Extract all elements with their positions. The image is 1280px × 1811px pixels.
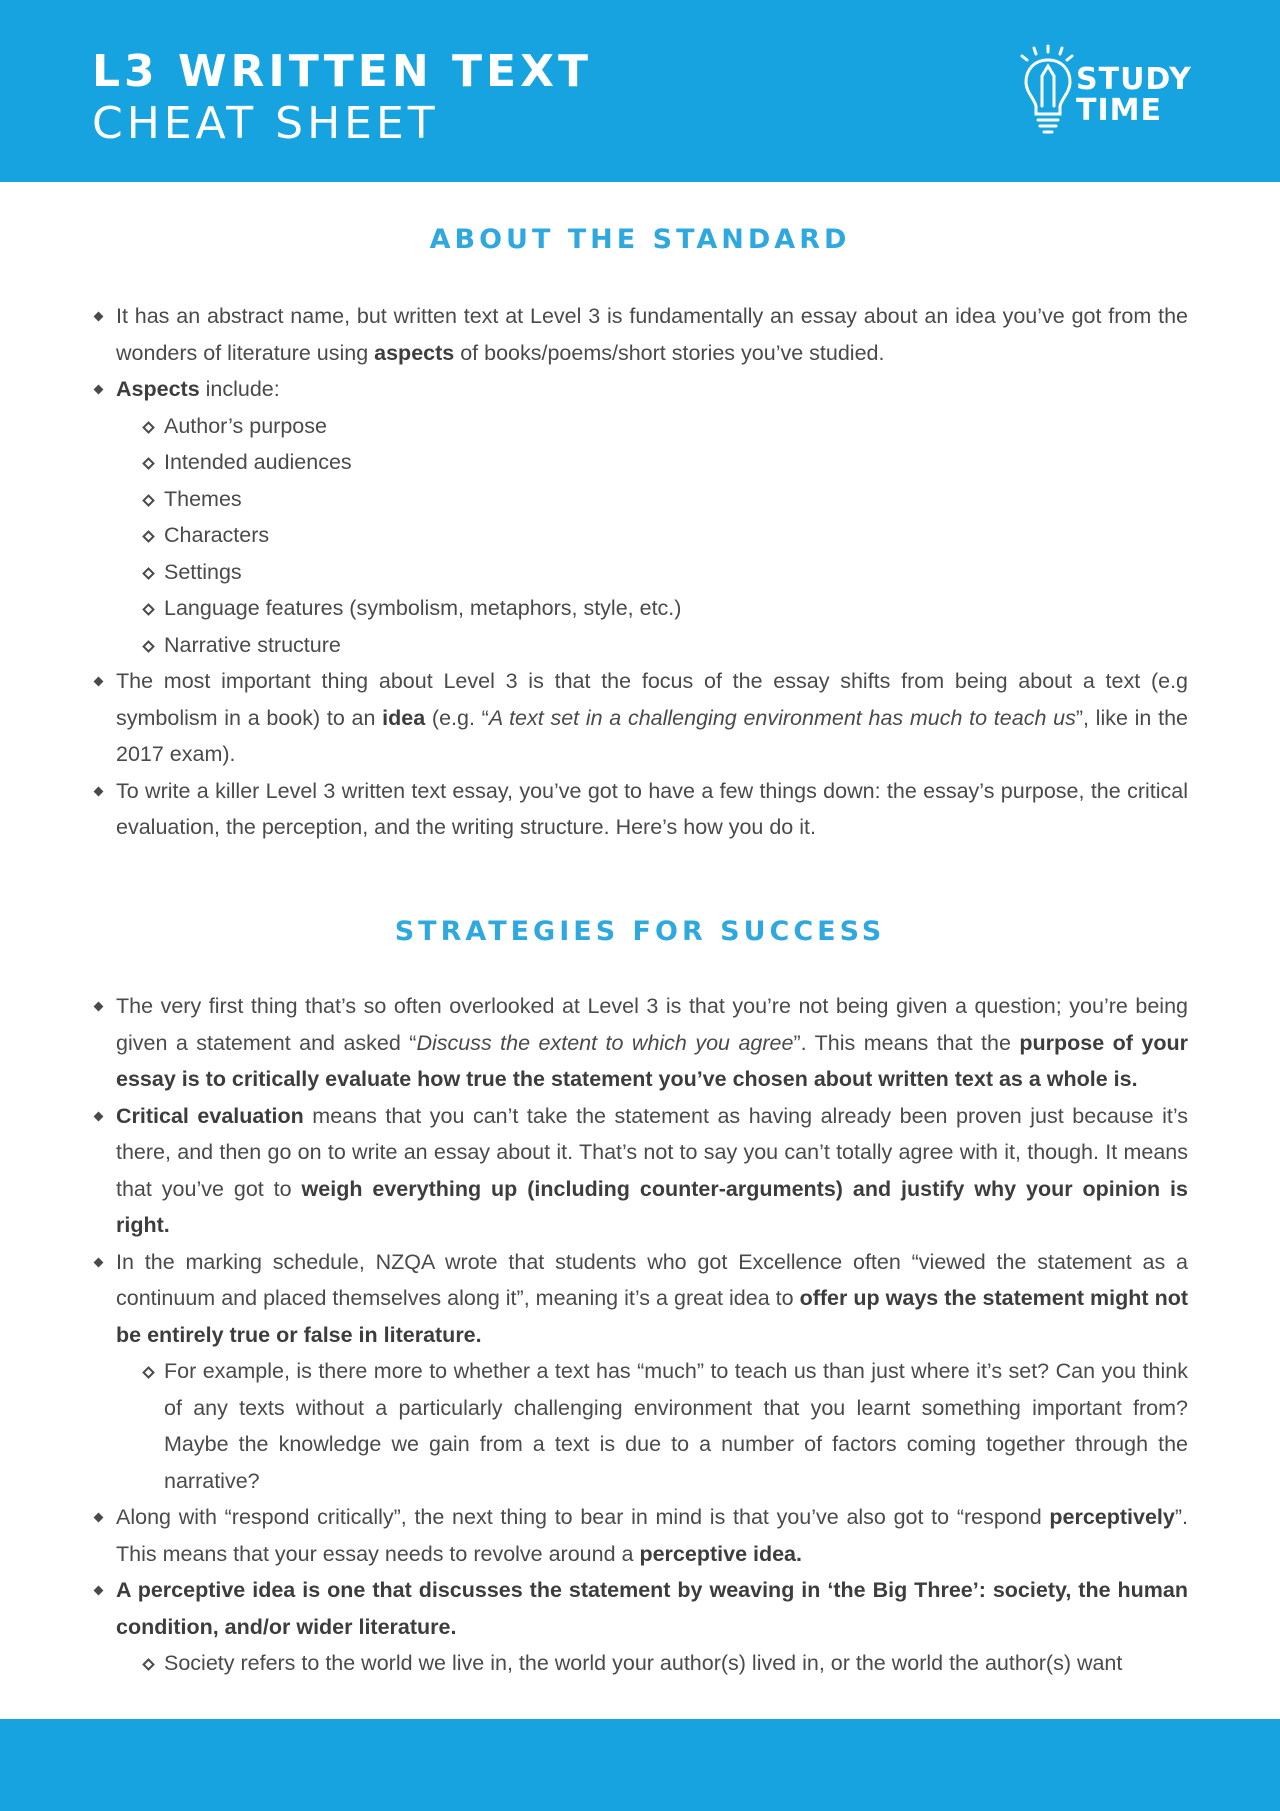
title-line-1: L3 WRITTEN TEXT — [92, 46, 592, 97]
strategies-list — [92, 988, 1188, 1682]
diamond-bullet-icon — [94, 1257, 104, 1267]
list-item: Along with “respond critically”, the next thing to bear in mind is that you’ve also got to “respond perceptively”. This means that your essay needs to revolve around a perceptive idea. — [92, 1499, 1188, 1572]
diamond-bullet-icon — [94, 786, 104, 796]
list-subitem: For example, is there more to whether a text has “much” to teach us than just where it’s set? Can you think of any texts without a particularly challenging environment that you learnt something important from? Maybe the knowledge we gain from a text is due to a number of factors coming together through the narrative? — [92, 1353, 1188, 1499]
diamond-outline-bullet-icon — [142, 640, 155, 653]
logo-text — [1076, 64, 1192, 126]
footer-banner — [0, 1719, 1280, 1811]
list-item: The most important thing about Level 3 is that the focus of the essay shifts from being about a text (e.g symbolism in a book) to an idea (e.g. “A text set in a challenging environment has much to teach us”, like in the 2017 exam). — [92, 663, 1188, 773]
list-item: It has an abstract name, but written text at Level 3 is fundamentally an essay about an idea you’ve got from the wonders of literature using aspects of books/poems/short stories you’ve studied. — [92, 298, 1188, 371]
list-item: Aspects include: — [92, 371, 1188, 408]
diamond-bullet-icon — [94, 1111, 104, 1121]
list-item: Critical evaluation means that you can’t take the statement as having already been proven just because it’s there, and then go on to write an essay about it. That’s not to say you can’t totally agree with it, though. It means that you’ve got to weigh everything up (including counter-arguments) and justify why your opinion is right. — [92, 1098, 1188, 1244]
diamond-bullet-icon — [94, 385, 104, 395]
diamond-bullet-icon — [94, 1002, 104, 1012]
diamond-bullet-icon — [94, 312, 104, 322]
diamond-outline-bullet-icon — [142, 603, 155, 616]
diamond-outline-bullet-icon — [142, 1366, 155, 1379]
diamond-outline-bullet-icon — [142, 1658, 155, 1671]
about-list — [92, 298, 1188, 846]
aspect-item: Language features (symbolism, metaphors, style, etc.) — [92, 590, 1188, 627]
diamond-outline-bullet-icon — [142, 567, 155, 580]
list-item: A perceptive idea is one that discusses the statement by weaving in ‘the Big Three’: society, the human condition, and/or wider literature. — [92, 1572, 1188, 1645]
aspect-item: Settings — [92, 554, 1188, 591]
title-line-2: CHEAT SHEET — [92, 98, 439, 149]
header-banner — [0, 0, 1280, 182]
list-item: In the marking schedule, NZQA wrote that students who got Excellence often “viewed the statement as a continuum and placed themselves along it”, meaning it’s a great idea to offer up ways the statement might not be entirely true or false in literature. — [92, 1244, 1188, 1354]
list-subitem: Society refers to the world we live in, the world your author(s) lived in, or the world the author(s) want — [92, 1645, 1188, 1682]
diamond-outline-bullet-icon — [142, 457, 155, 470]
aspect-item: Characters — [92, 517, 1188, 554]
diamond-outline-bullet-icon — [142, 421, 155, 434]
diamond-outline-bullet-icon — [142, 494, 155, 507]
aspect-item: Intended audiences — [92, 444, 1188, 481]
lightbulb-pencil-icon — [1018, 44, 1074, 134]
diamond-bullet-icon — [94, 1513, 104, 1523]
diamond-bullet-icon — [94, 1586, 104, 1596]
about-heading: ABOUT THE STANDARD — [429, 224, 851, 255]
aspect-item: Narrative structure — [92, 627, 1188, 664]
study-time-logo — [1018, 44, 1196, 134]
logo-word-time: TIME — [1076, 93, 1162, 128]
list-item: To write a killer Level 3 written text essay, you’ve got to have a few things down: the essay’s purpose, the critical evaluation, the perception, and the writing structure. Here’s how you do it. — [92, 773, 1188, 846]
list-item: The very first thing that’s so often overlooked at Level 3 is that you’re not being given a question; you’re being given a statement and asked “Discuss the extent to which you agree”. This means that the purpose of your essay is to critically evaluate how true the statement you’ve chosen about written text as a whole is. — [92, 988, 1188, 1098]
strategies-heading: STRATEGIES FOR SUCCESS — [394, 916, 886, 947]
aspect-item: Themes — [92, 481, 1188, 518]
diamond-bullet-icon — [94, 677, 104, 687]
diamond-outline-bullet-icon — [142, 530, 155, 543]
aspect-item: Author’s purpose — [92, 408, 1188, 445]
logo-word-study: STUDY — [1076, 62, 1192, 97]
